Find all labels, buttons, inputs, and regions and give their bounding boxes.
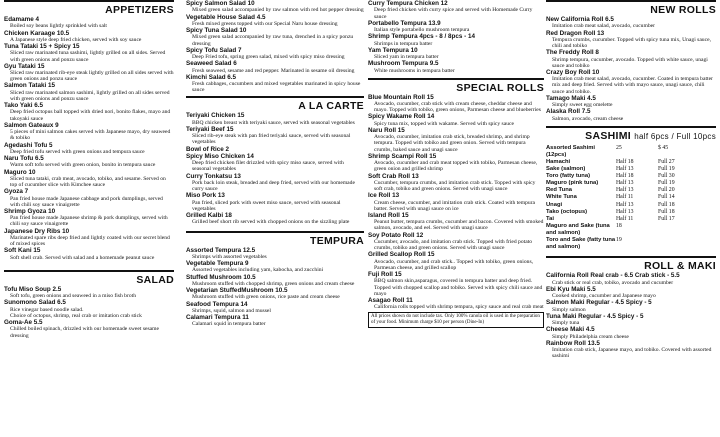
sashimi-name: Tai	[546, 215, 554, 222]
item-description: Sliced raw marinated rib-eye steak lightly grilled on all sides served with green onions and ponzu sauce	[10, 70, 174, 83]
item-name: Kimchi Salad 6.5	[186, 73, 237, 81]
section-bar	[4, 0, 174, 2]
menu-item	[546, 340, 716, 360]
menu-item	[4, 142, 174, 156]
menu-item	[368, 0, 544, 20]
sashimi-half: Half 13	[616, 201, 634, 208]
menu-item	[4, 63, 174, 83]
item-description: California rolls topped with shrimp tempura, spicy sauce and real crab meat	[374, 304, 544, 311]
menu-item	[4, 208, 174, 228]
menu-item	[368, 60, 544, 74]
appetizers-title: APPETIZERS	[105, 4, 174, 16]
item-name: Spicy Tofu Salad 7	[186, 46, 242, 54]
menu-item	[4, 319, 174, 339]
sashimi-grid	[546, 145, 716, 251]
section-bar	[546, 126, 716, 128]
sashimi-name: Sake (salmon)	[546, 166, 586, 173]
item-description: Avocado, cucumber, crab stick with cream cheese, cheddar cheese and mayo. Topped with tobiko, green onions, Parmesan cheese and blueberries	[374, 101, 541, 114]
item-description: Sliced yam in tempura batter	[374, 54, 439, 60]
item-name: Assorted Tempura 12.5	[186, 246, 256, 254]
item-description: 5 pieces of mini salmon cakes served with Japanese mayo, dry seaweed & tobiko	[10, 129, 171, 142]
item-description: Deep fried octopus ball topped with dried nori, bonito flakes, mayo and takoyaki sauce	[10, 109, 171, 122]
item-name: Asagao Roll 11	[368, 296, 413, 304]
sashimi-half: 19	[616, 237, 622, 244]
menu-item	[186, 274, 364, 288]
sashimi-full: Full 30	[658, 173, 675, 180]
item-name: Spicy Salmon Salad 10	[186, 0, 255, 7]
item-description: Avocado, cucumber, and crab stick.. Topped with tobiko, green onions, Parmesan cheese, and grilled scallop	[374, 258, 534, 271]
sashimi-name: Assorted Sashimi (12pcs)	[546, 144, 595, 158]
item-name: Fuji Roll 15	[368, 271, 402, 279]
new-rolls-title: NEW ROLLS	[650, 4, 716, 16]
sashimi-name: Maguro and Sake (tuna and salmon)	[546, 222, 610, 236]
item-name: Spicy Wakame Roll 14	[368, 113, 435, 121]
item-name: Portabello Tempura 13.9	[368, 19, 441, 27]
item-description: Shrimps with assorted vegetables	[192, 253, 267, 260]
item-name: Rainbow Roll 13.5	[546, 339, 600, 347]
item-name: Tofu Miso Soup 2.5	[4, 285, 62, 293]
sashimi-full: Full 14	[658, 194, 675, 201]
item-description: Crab stick or real crab, tobiko, avocado and cucumber	[552, 279, 674, 286]
sashimi-half: Half 11	[616, 215, 634, 222]
sashimi-full: Full 20	[658, 187, 675, 194]
sashimi-full	[658, 237, 700, 251]
item-description: Mushroom stuffed with chopped shrimp, green onions and cream cheese	[192, 280, 355, 287]
sashimi-name: Maguro (pink tuna)	[546, 180, 599, 187]
item-name: Soft Crab Roll 13	[368, 172, 419, 180]
menu-item	[186, 74, 364, 94]
menu-item	[4, 43, 174, 63]
item-name: Teriyaki Chicken 15	[186, 112, 245, 120]
item-name: Spicy Miso Chicken 14	[186, 152, 254, 160]
sashimi-full: Full 18	[658, 208, 675, 215]
item-name: Red Dragon Roll 13	[546, 29, 605, 37]
menu-item	[186, 247, 364, 261]
menu-item	[4, 247, 174, 261]
menu-item	[368, 113, 544, 127]
menu-item	[546, 286, 716, 300]
item-description: Peanut butter, tempura crumbs, cucumber and bacon. Covered with smoked salmon, avocado, and eel. Served with unagi sauce	[374, 219, 544, 232]
item-description: White mushrooms in tempura batter	[374, 67, 455, 74]
item-description: Simply salmon	[552, 306, 586, 313]
menu-item	[4, 102, 174, 122]
a-la-carte-list	[186, 112, 364, 225]
sashimi-half: Half 11	[616, 194, 634, 201]
sashimi-name: Tako (octopus)	[546, 208, 588, 215]
menu-item	[546, 313, 716, 327]
item-name: Ice Roll 13	[368, 192, 400, 200]
item-name: Tuna Maki Regular - 4.5 Spicy - 5	[546, 312, 644, 320]
item-name: Salmon Tataki 15	[4, 82, 55, 90]
item-description: Salmon, avocado, cream cheese	[552, 115, 624, 122]
salad-title: SALAD	[136, 273, 174, 286]
sashimi-subtitle: half 6pcs / Full 10pcs	[634, 131, 716, 141]
menu-item	[546, 95, 716, 109]
section-bar	[546, 0, 716, 2]
menu-item	[4, 286, 174, 300]
menu-item	[4, 228, 174, 248]
item-description: BBQ salmon skin,asparagus, covered in tempura batter and deep fried. Topped with chopped scallop and tobiko. Served with spicy chili sauce and mayo	[374, 278, 543, 297]
menu-item	[368, 212, 544, 232]
item-description: Tempura crumbs, cucumber. Topped with spicy tuna mix, Unagi sauce, chili and tobiko	[552, 36, 711, 49]
item-name: Gyoza 7	[4, 188, 29, 196]
sashimi-half: Half 18	[616, 159, 634, 165]
menu-item	[4, 188, 174, 208]
menu-item	[4, 122, 174, 142]
menu-item	[186, 287, 364, 301]
item-name: Cheese Maki 4.5	[546, 326, 595, 334]
item-name: Maguro 10	[4, 168, 36, 176]
item-name: Tako Yaki 6.5	[4, 102, 43, 110]
item-description: BBQ chicken breast with teriyaki sauce, served with seasonal vegetables	[192, 119, 355, 126]
item-description: Soft shell crab. Served with salad and a homemade peanut sauce	[10, 254, 155, 261]
item-description: Fresh mixed greens topped with our Special Naru house dressing	[192, 20, 338, 27]
salads-continued-list	[186, 0, 364, 93]
sashimi-name: Unagi	[546, 201, 563, 208]
item-description: Deep fried chicken with curry spice and served with Homemade Curry sauce	[374, 7, 533, 20]
menu-item	[186, 260, 364, 274]
item-name: Chicken Karaage 10.5	[4, 29, 70, 37]
roll-maki-list	[546, 272, 716, 359]
item-name: Edamame 4	[4, 16, 40, 23]
sashimi-name: Red Tuna	[546, 187, 572, 194]
item-name: Ebi Kyu Maki 5.5	[546, 285, 596, 293]
item-description: Fresh seaweed, sesame and red pepper. Marinated in sesame oil dressing	[192, 67, 355, 74]
item-name: Teriyaki Beef 15	[186, 125, 234, 133]
sashimi-half: Half 13	[616, 187, 634, 194]
special-rolls-list	[368, 94, 544, 311]
item-description: Avocado, cucumber, imitation crab stick, breaded shrimp, and shrimp tempura. Topped with tobiko and green onion. Served with tempura crumbs, baked sauce and unagi sauce	[374, 134, 530, 153]
tempura-title: TEMPURA	[309, 234, 364, 247]
item-description: Shrimps in tempura batter	[374, 40, 433, 47]
column-4	[546, 0, 716, 359]
menu-item	[186, 314, 364, 328]
item-description: Deep fried tofu served with green onions and tempura sauce	[10, 148, 145, 155]
sashimi-full: Full 19	[658, 180, 675, 187]
item-name: Gyu Tataki 15	[4, 62, 45, 70]
item-description: Assorted vegetables including yam, kabocha, and zucchini	[192, 267, 324, 274]
menu-item	[186, 153, 364, 173]
menu-item	[186, 173, 364, 193]
item-description: Pan fried, sliced pork with sweet miso sauce, served with seasonal vegetables	[192, 199, 341, 212]
item-name: The Freddy Roll 8	[546, 49, 599, 57]
menu-item	[186, 192, 364, 212]
sashimi-half: Half 18	[616, 173, 634, 180]
item-name: Salmon Gateaux 9	[4, 121, 59, 129]
menu-item	[368, 94, 544, 114]
item-name: Blue Mountain Roll 15	[368, 93, 434, 101]
menu-item	[186, 112, 364, 126]
item-name: Bowl of Rice 2	[186, 145, 230, 153]
item-name: Goma-Ae 5.5	[4, 319, 43, 327]
section-bar	[368, 78, 544, 80]
tempura-list	[186, 247, 364, 328]
item-description: Grilled beef short rib served with chopped onions on the sizzling plate	[192, 219, 350, 226]
menu-item	[368, 192, 544, 212]
item-name: Sunomono Salad 6.5	[4, 299, 66, 307]
menu-item	[4, 155, 174, 169]
special-rolls-title: SPECIAL ROLLS	[456, 81, 544, 94]
menu-item	[368, 20, 544, 34]
item-description: Deep fried chicken filet drizzled with spicy miso sauce, served with seasonal vegetables	[192, 160, 344, 173]
menu-item	[368, 251, 544, 271]
item-description: Deep Fried tofu, spring green salad, mixed with spicy miso dressing	[192, 54, 345, 60]
menu-item	[546, 49, 716, 69]
tempura-continued-list	[368, 0, 544, 74]
sashimi-name: Toro and Sake (fatty tuna and salmon)	[546, 237, 616, 251]
menu-item	[368, 232, 544, 252]
item-name: New California Roll 6.5	[546, 16, 614, 23]
item-name: Yam Tempura 10	[368, 46, 418, 54]
item-description: Mixed green salad accompanied by raw salmon with red hot pepper dressing	[192, 7, 364, 14]
item-description: Shrimp tempura, cucumber, avocado. Topped with white sauce, unagi sauce and tobiko	[552, 56, 708, 69]
sashimi-full: Full 19	[658, 166, 675, 173]
menu-item	[546, 272, 716, 286]
menu-item	[4, 169, 174, 189]
item-description: Pan fried house made Japanese cabbage and pork dumplings, served with chili soy sauce vinaigrette	[10, 195, 163, 208]
item-description: Cooked shrimp, cucumber and Japanese mayo	[552, 293, 656, 300]
price-note: All prices shown do not include tax. Only 100% canola oil is used in the preparation of your food. Minimum charge $10 per person (Dine-In)	[368, 312, 544, 328]
item-description: Mixed green salad accompanied by raw tuna, drenched in a spicy ponzu dressing	[192, 34, 354, 47]
menu-item	[186, 146, 364, 153]
item-name: Soft Kani 15	[4, 247, 41, 255]
menu-item	[368, 297, 544, 311]
column-2	[186, 0, 364, 328]
menu-item	[546, 299, 716, 313]
salad-list	[4, 286, 174, 339]
item-name: Crazy Boy Roll 10	[546, 68, 600, 76]
item-description: Simply sweet egg omelette	[552, 102, 613, 109]
item-description: Italian style portabello mushroom tempura	[374, 27, 470, 33]
menu-item	[186, 60, 364, 74]
item-name: Vegetable Tempura 9	[186, 260, 249, 268]
item-name: Curry Tonkatsu 13	[186, 172, 241, 180]
item-name: Salmon Maki Regular - 4.5 Spicy - 5	[546, 299, 652, 307]
menu-item	[186, 47, 364, 61]
item-description: Cucumber, avocado, and imitation crab stick. Topped with fried potato crumbs, tobiko and green onions. Served with unagi sauce	[374, 238, 533, 252]
item-description: Simply tuna	[552, 320, 580, 327]
menu-item	[186, 301, 364, 315]
item-name: Tuna Tataki 15 + Spicy 15	[4, 43, 80, 50]
menu-item	[4, 30, 174, 44]
roll-maki-title: ROLL & MAKI	[644, 260, 716, 273]
appetizers-list	[4, 16, 174, 261]
item-description: Shrimps, squid, salmon and mussel	[192, 307, 271, 314]
menu-item	[186, 0, 364, 14]
menu-item	[368, 271, 544, 297]
item-name: Japanese Dry Ribs 10	[4, 227, 70, 235]
sashimi-title	[546, 129, 716, 143]
item-name: Mushroom Tempura 9.5	[368, 60, 439, 68]
menu-item	[368, 47, 544, 61]
item-name: Seafood Tempura 14	[186, 300, 248, 308]
item-description: Chilled boiled spinach, drizzled with our homemade sweet sesame dressing	[10, 326, 159, 339]
item-description: Pan fried house made Japanese shrimp & pork dumplings, served with chili soy sauce vinaigrette	[10, 215, 168, 228]
section-bar	[186, 231, 364, 233]
item-description: Imitation crab meat salad, avocado, cucumber	[552, 23, 655, 30]
item-name: Vegetarian StuffedMushroom 10.5	[186, 287, 288, 295]
menu-item	[546, 16, 716, 30]
sashimi-name: White Tuna	[546, 194, 577, 201]
sashimi-full	[658, 223, 700, 237]
item-name: Vegetable House Salad 4.5	[186, 13, 266, 21]
item-name: Grilled Kalbi 18	[186, 212, 232, 220]
item-description: Sliced tuna tataki, crab meat, avocado, tobiko, and sesame. Served on top of cucumber slice with Kimchee sauce	[10, 175, 166, 189]
item-name: Spicy Tuna Salad 10	[186, 27, 247, 34]
item-description: Cucumber, tempura crumbs, and imitation crab stick. Topped with spicy soft crab, tobiko and green onions. Served with unagi sauce	[374, 179, 536, 193]
sashimi-half: Half 13	[616, 166, 634, 173]
sashimi-full: $ 45	[658, 144, 669, 151]
sashimi-half: 25	[616, 144, 622, 151]
item-name: Curry Tempura Chicken 12	[368, 0, 448, 7]
item-description: Choice of octopus, shrimp, real crab or imitation crab stick	[10, 312, 142, 319]
item-name: Grilled Scallop Roll 15	[368, 251, 435, 259]
menu-item	[546, 108, 716, 122]
item-name: Stuffed Mushroom 10.5	[186, 273, 256, 281]
item-description: Spicy tuna mix, topped with wakame. Served with spicy sauce	[374, 120, 514, 127]
column-3	[368, 0, 544, 328]
item-description: Warm soft tofu served with green onion, bonito in tempura sauce	[10, 162, 156, 169]
item-description: Boiled soy beans lightly sprinkled with salt	[10, 23, 107, 30]
menu-item	[186, 27, 364, 47]
menu-item	[4, 299, 174, 313]
sashimi-half: 18	[616, 222, 622, 229]
sashimi-half: Half 13	[616, 180, 634, 187]
menu-item	[546, 69, 716, 95]
item-name: Island Roll 15	[368, 211, 409, 219]
item-description: Calamari squid in tempura batter	[192, 321, 266, 328]
menu-item	[4, 16, 174, 30]
menu-item	[368, 127, 544, 153]
item-name: Shrimp Gyoza 10	[4, 207, 56, 215]
item-description: Sliced rib-eye steak with pan fried teriyaki sauce, served with seasonal vegetables	[192, 133, 351, 146]
item-name: Calamari Tempura 11	[186, 314, 249, 322]
menu-item	[546, 326, 716, 340]
item-description: Soft tofu, green onions and seaweed in a miso fish broth	[10, 293, 136, 300]
sashimi-full: Full 27	[658, 159, 675, 165]
item-name: Shrimp Scampi Roll 15	[368, 152, 437, 160]
column-1	[4, 0, 174, 339]
section-bar	[546, 256, 716, 258]
menu-item	[368, 153, 544, 173]
item-name: Naru Roll 15	[368, 126, 405, 134]
item-description: Sliced raw marinated tuna sashimi, lightly grilled on all sides. Served with green onions and ponzu sauce	[10, 50, 166, 63]
menu-item	[546, 30, 716, 50]
item-name: California Roll Real crab - 6.5 Crab stick - 5.5	[546, 272, 680, 280]
item-description: Imitation crab stick, Japanese mayo, and tobiko. Covered with assorted sashimi	[552, 347, 712, 360]
sashimi-half: Half 13	[616, 208, 634, 215]
item-description: Imitation crab meat salad, avocado, cucumber. Coated in tempura batter mix and deep fried. Served with with mayo sauce, unagi sauce, chili sauce and tobiko.	[552, 76, 713, 95]
item-name: Agedashi Tofu 5	[4, 141, 53, 149]
item-name: Naru Tofu 6.5	[4, 155, 44, 163]
item-description: Sliced raw marinated salmon sashimi, lightly grilled on all sides served with green onions and ponzu sauce	[10, 89, 170, 102]
item-description: Mushroom stuffed with green onions, rice paste and cream cheese	[192, 294, 340, 301]
menu-item	[186, 212, 364, 226]
item-name: Miso Pork 13	[186, 192, 225, 200]
sashimi-full: Full 18	[658, 201, 675, 208]
item-name: Shrimp Tempura 4pcs - 8 / 8pcs - 14	[368, 33, 475, 41]
item-description: Fresh cabbages, cucumbers and mixed vegetables marinated in spicy house sauce	[192, 81, 361, 94]
item-name: Seaweed Salad 6	[186, 60, 237, 68]
item-description: Pork back loin steak, breaded and deep fried, served with our homemade curry sauce	[192, 179, 355, 193]
new-rolls-list	[546, 16, 716, 122]
menu-item	[186, 126, 364, 146]
section-bar	[4, 270, 174, 272]
menu-item	[368, 173, 544, 193]
menu-item	[186, 14, 364, 28]
menu-item	[4, 82, 174, 102]
item-name: Tamago Maki 4.5	[546, 94, 596, 102]
a-la-carte-title: A LA CARTE	[298, 100, 364, 113]
item-name: Alaska Roll 7.5	[546, 108, 591, 116]
sashimi-title-text: SASHIMI	[585, 129, 632, 142]
item-description: Cream cheese, cucumber, and imitation crab stick. Coated with tempura batter. Served with unagi sauce on ice	[374, 199, 536, 212]
item-description: Rice vinegar based noodle salad.	[10, 306, 84, 313]
item-description: A Japanese style deep fried chicken, served with soy sauce	[10, 36, 142, 43]
sashimi-name: Hamachi	[546, 159, 571, 165]
item-description: Simply Philadelphia cream cheese	[552, 333, 629, 340]
item-description: Marinated spare ribs deep fried and lightly coated with our secret blend of mixed spices	[10, 234, 170, 248]
item-name: Soy Potato Roll 12	[368, 231, 424, 239]
sashimi-full: Full 17	[658, 215, 675, 222]
item-description: Avocado, cucumber and crab meat topped with tobiko, Parmesan cheese, green onion and grilled shrimp	[374, 160, 538, 173]
sashimi-name: Toro (fatty tuna)	[546, 173, 591, 180]
section-bar	[186, 96, 364, 98]
menu-item	[368, 33, 544, 47]
